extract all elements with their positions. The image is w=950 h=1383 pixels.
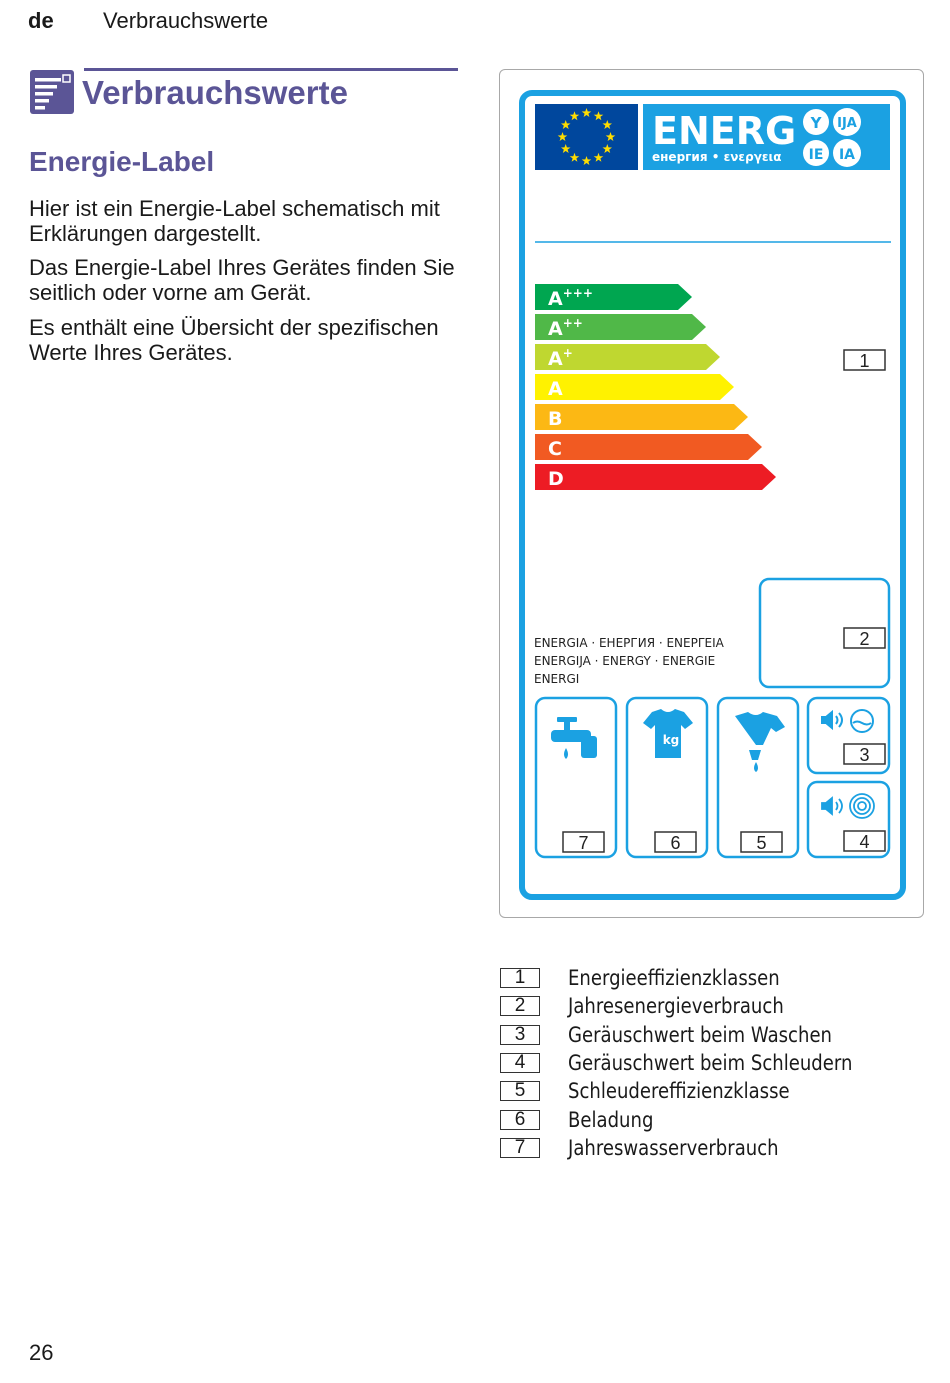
section-title: Verbrauchswerte bbox=[82, 74, 348, 111]
legend-item bbox=[500, 1105, 899, 1133]
efficiency-class-bar bbox=[535, 404, 748, 430]
energy-words-line-1: ENERGIA · ЕНЕРГИЯ · ΕΝΕΡΓΕΙΑ bbox=[534, 636, 724, 650]
legend-text: Schleudereffizienzklasse bbox=[568, 1079, 790, 1104]
spin-shirt-icon bbox=[735, 712, 785, 772]
page-number: 26 bbox=[29, 1340, 54, 1365]
kg-text: kg bbox=[662, 733, 680, 747]
callout-3: 3 bbox=[859, 745, 870, 765]
legend-text: Beladung bbox=[568, 1107, 654, 1132]
bubble-y: Y bbox=[810, 114, 822, 132]
noise-wash-icon bbox=[822, 710, 873, 732]
efficiency-class-label: A++ bbox=[548, 316, 583, 340]
callout-6: 6 bbox=[670, 833, 681, 853]
load-shirt-icon bbox=[643, 709, 693, 758]
header-language: de bbox=[28, 8, 54, 33]
callout-1: 1 bbox=[859, 351, 870, 371]
callout-5: 5 bbox=[756, 833, 767, 853]
legend-text: Energieeffizienzklassen bbox=[568, 966, 780, 991]
energ-subtitle: енергия • ενεργεια bbox=[652, 150, 782, 164]
legend-item bbox=[500, 992, 899, 1020]
efficiency-class-label: B bbox=[548, 408, 563, 430]
bubble-ija: IJA bbox=[837, 116, 857, 131]
legend-item bbox=[500, 1021, 899, 1049]
callout-4: 4 bbox=[859, 832, 870, 852]
energ-word: ENERG bbox=[652, 109, 797, 153]
noise-spin-icon bbox=[822, 794, 874, 818]
efficiency-class-label: A+++ bbox=[548, 286, 593, 310]
water-tap-icon bbox=[551, 717, 597, 759]
bubble-ie: IE bbox=[808, 147, 824, 163]
section-rule bbox=[84, 68, 458, 71]
energy-label-border bbox=[522, 93, 903, 897]
legend-text: Geräuschwert beim Waschen bbox=[568, 1022, 833, 1047]
legend-list bbox=[500, 964, 899, 1162]
legend-number: 4 bbox=[500, 1053, 540, 1073]
legend-item bbox=[500, 1077, 899, 1105]
legend-number: 5 bbox=[500, 1081, 540, 1101]
efficiency-class-bar bbox=[535, 464, 776, 490]
location-paragraph: Das Energie-Label Ihres Gerätes finden Sie seitlich oder vorne am Gerät. bbox=[29, 255, 455, 305]
legend-text: Geräuschwert beim Schleudern bbox=[568, 1051, 853, 1076]
efficiency-scale bbox=[535, 284, 776, 490]
energy-words-line-2: ENERGIJA · ENERGY · ENERGIE bbox=[534, 654, 716, 668]
legend-text: Jahreswasserverbrauch bbox=[568, 1135, 779, 1160]
efficiency-class-label: A bbox=[548, 378, 563, 400]
subsection-title: Energie-Label bbox=[29, 146, 215, 177]
overview-paragraph: Es enthält eine Übersicht der spezifischen Werte Ihres Gerätes. bbox=[29, 315, 439, 365]
legend-number: 1 bbox=[500, 968, 540, 988]
consumption-list-icon bbox=[30, 70, 74, 114]
efficiency-class-label: C bbox=[548, 438, 562, 460]
callout-2: 2 bbox=[859, 629, 870, 649]
header-section-title: Verbrauchswerte bbox=[103, 8, 269, 33]
efficiency-class-label: A+ bbox=[548, 346, 573, 370]
intro-paragraph: Hier ist ein Energie-Label schematisch mit Erklärungen dargestellt. bbox=[29, 196, 440, 246]
legend-item bbox=[500, 964, 899, 992]
legend-number: 7 bbox=[500, 1138, 540, 1158]
legend-item bbox=[500, 1049, 899, 1077]
energy-label-figure bbox=[499, 69, 924, 918]
eu-flag-icon bbox=[535, 104, 638, 170]
energy-words-line-3: ENERGI bbox=[534, 672, 580, 686]
efficiency-class-bar bbox=[535, 434, 762, 460]
callout-7: 7 bbox=[578, 833, 589, 853]
legend-number: 3 bbox=[500, 1025, 540, 1045]
legend-text: Jahresenergieverbrauch bbox=[568, 994, 784, 1019]
legend-number: 6 bbox=[500, 1110, 540, 1130]
efficiency-class-label: D bbox=[548, 468, 564, 490]
efficiency-class-bar bbox=[535, 374, 734, 400]
bubble-ia: IA bbox=[838, 147, 856, 163]
legend-item bbox=[500, 1134, 899, 1162]
legend-number: 2 bbox=[500, 996, 540, 1016]
